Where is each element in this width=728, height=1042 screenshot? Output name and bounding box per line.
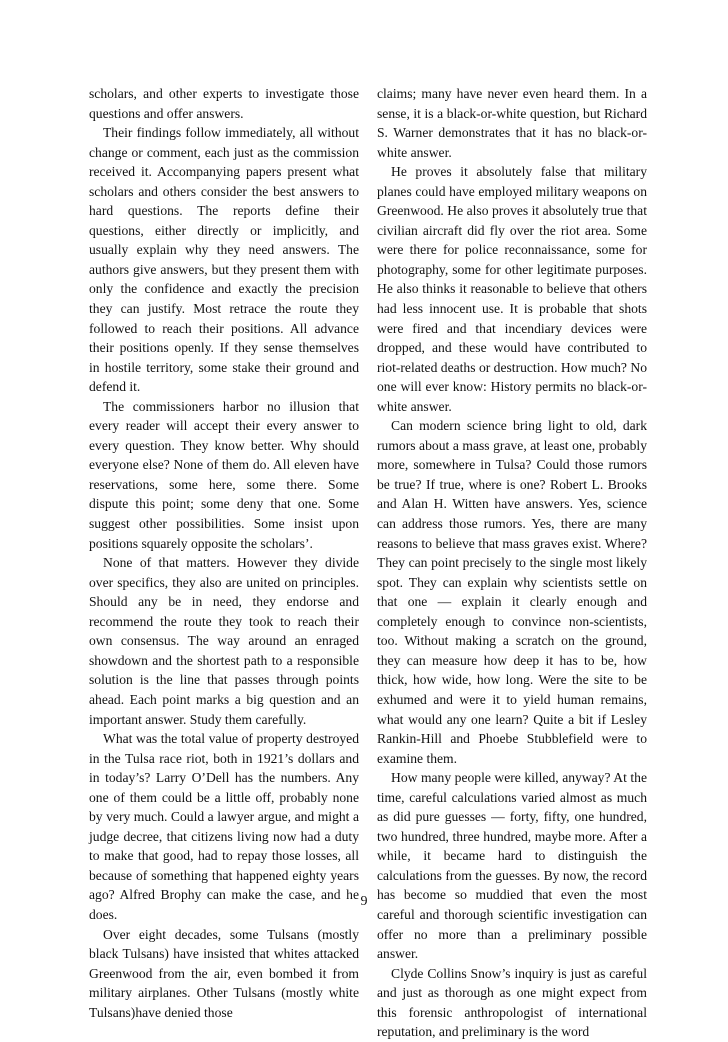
- paragraph: What was the total value of property destroyed in the Tulsa race riot, both in 1921’s dollars and in today’s? Larry O’Dell has the numbers. Any one of them could be a little off, probably none by very much. Could a lawyer argue, and might a judge decree, that citizens living now had a duty to make that good, had to repay those losses, all because of something that happened eighty years ago? Alfred Brophy can make the case, and he does.: [89, 731, 359, 922]
- paragraph: claims; many have never even heard them. In a sense, it is a black-or-white question, but Richard S. Warner demonstrates that it has no black-or-white answer.: [377, 86, 647, 160]
- paragraph: Their findings follow immediately, all without change or comment, each just as the commission received it. Accompanying papers present what scholars and others consider the best answers to hard questions. The reports define their questions, either directly or implicitly, and usually explain why they need answers. The authors give answers, but they present them with only the confidence and exactly the precision they can justify. Most retrace the route they followed to reach their positions. All advance their positions openly. If they sense themselves in hostile territory, some stake their ground and defend it.: [89, 125, 359, 395]
- paragraph: Can modern science bring light to old, dark rumors about a mass grave, at least one, probably more, somewhere in Tulsa? Could those rumors be true? If true, where is one? Robert L. Brooks and Alan H. Witten have answers. Yes, science can address those rumors. Yes, there are many reasons to believe that mass graves exist. Where? They can point precisely to the single most likely spot. They can explain why scientists settle on that one — explain it clearly enough and completely enough to convince non-scientists, too. Without making a scratch on the ground, they can measure how deep it has to be, how thick, how wide, how long. Were the site to be exhumed and were it to yield human remains, what would any one learn? Quite a bit if Lesley Rankin-Hill and Phoebe Stubblefield were to examine them.: [377, 418, 647, 766]
- paragraph: Clyde Collins Snow’s inquiry is just as careful and just as thorough as one might expect from this forensic anthropologist of international reputation, and preliminary is the word: [377, 965, 647, 1040]
- left-text-column: [89, 84, 359, 1022]
- paragraph: How many people were killed, anyway? At the time, careful calculations varied almost as much as did pure guesses — forty, fifty, one hundred, two hundred, three hundred, maybe more. After a while, it became hard to distinguish the calculations from the guesses. By now, the record has become so muddied that even the most careful and thorough scientific investigation can offer no more than a preliminary possible answer.: [377, 770, 647, 962]
- paragraph: None of that matters. However they divide over specifics, they also are united on principles. Should any be in need, they endorse and recommend the route they took to reach their own consensus. The way around an enraged showdown and the shortest path to a responsible solution is the line that passes through points ahead. Each point marks a big question and an important answer. Study them carefully.: [89, 555, 359, 727]
- paragraph: Over eight decades, some Tulsans (mostly black Tulsans) have insisted that whites attacked Greenwood from the air, even bombed it from military airplanes. Other Tulsans (mostly white Tulsans)have denied those: [89, 926, 359, 1020]
- paragraph: The commissioners harbor no illusion that every reader will accept their every answer to every question. They know better. Why should everyone else? None of them do. All eleven have reservations, some here, some there. Some dispute this point; some deny that one. Some suggest other possibilities. Some insist upon positions squarely opposite the scholars’.: [89, 398, 359, 551]
- paragraph: He proves it absolutely false that military planes could have employed military weapons on Greenwood. He also proves it absolutely true that civilian aircraft did fly over the riot area. Some were there for police reconnaissance, some for photography, some for other legitimate purposes. He also thinks it reasonable to believe that others had less innocent use. It is probable that shots were fired and that incendiary devices were dropped, and these would have contributed to riot-related deaths or destruction. How much? No one will ever know: History permits no black-or-white answer.: [377, 164, 647, 414]
- paragraph: scholars, and other experts to investigate those questions and offer answers.: [89, 86, 359, 121]
- page-number: 9: [360, 894, 368, 909]
